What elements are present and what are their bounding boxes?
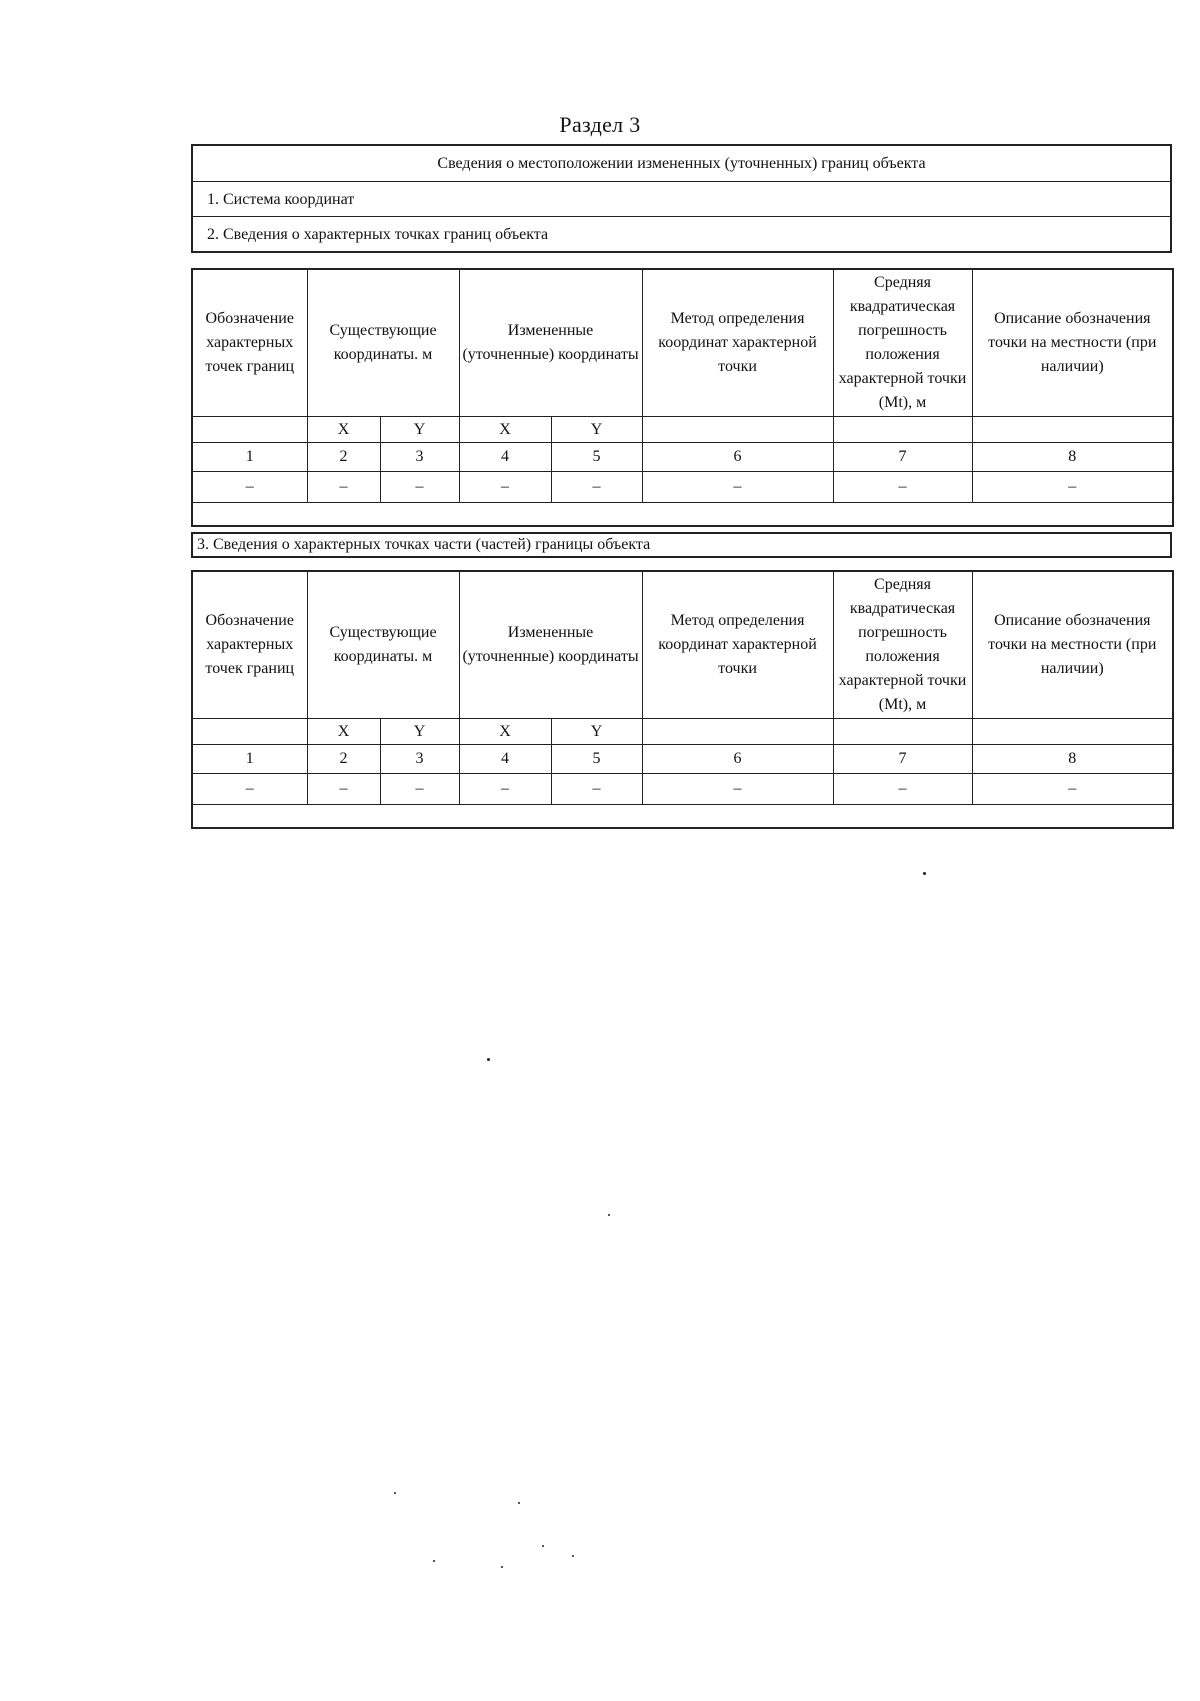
coordinate-system-row: 1. Система координат bbox=[193, 181, 1170, 216]
dash-cell: – bbox=[551, 774, 642, 805]
dash-cell: – bbox=[642, 472, 833, 503]
column-number: 7 bbox=[833, 745, 972, 774]
column-number: 1 bbox=[192, 745, 307, 774]
column-number: 4 bbox=[459, 745, 551, 774]
dash-cell: – bbox=[459, 472, 551, 503]
col-existing-coords-header: Существующие координаты. м bbox=[307, 269, 459, 417]
column-number: 3 bbox=[380, 745, 459, 774]
scan-speck bbox=[433, 1560, 435, 1562]
column-number: 8 bbox=[972, 745, 1173, 774]
table-header-row bbox=[192, 571, 1173, 719]
table-cell bbox=[642, 417, 833, 443]
table-cell bbox=[972, 719, 1173, 745]
column-number: 5 bbox=[551, 443, 642, 472]
col-x-label: X bbox=[307, 417, 380, 443]
col-x-label: X bbox=[459, 719, 551, 745]
col-description-header: Описание обозначения точки на местности (при наличии) bbox=[972, 269, 1173, 417]
table-cell bbox=[192, 417, 307, 443]
dash-cell: – bbox=[459, 774, 551, 805]
dash-cell: – bbox=[307, 472, 380, 503]
column-number: 1 bbox=[192, 443, 307, 472]
col-y-label: Y bbox=[380, 417, 459, 443]
column-number-row bbox=[192, 745, 1173, 774]
table-cell bbox=[833, 417, 972, 443]
table-cell bbox=[192, 719, 307, 745]
col-point-label-header: Обозначение характерных точек границ bbox=[192, 571, 307, 719]
table-cell bbox=[972, 417, 1173, 443]
col-changed-coords-header: Измененные (уточненные) координаты bbox=[459, 269, 642, 417]
col-y-label: Y bbox=[380, 719, 459, 745]
dash-cell: – bbox=[192, 472, 307, 503]
table-cell bbox=[192, 805, 1173, 829]
dash-cell: – bbox=[642, 774, 833, 805]
col-point-label-header: Обозначение характерных точек границ bbox=[192, 269, 307, 417]
table-row bbox=[192, 774, 1173, 805]
col-error-header: Средняя квадратическая погрешность положения характерной точки (Mt), м bbox=[833, 269, 972, 417]
table-header-row bbox=[192, 269, 1173, 417]
table-subheader-row bbox=[192, 417, 1173, 443]
table-row bbox=[192, 472, 1173, 503]
scan-speck bbox=[572, 1555, 574, 1557]
scan-speck bbox=[542, 1545, 544, 1547]
page-title: Раздел 3 bbox=[559, 112, 641, 137]
col-changed-coords-header: Измененные (уточненные) координаты bbox=[459, 571, 642, 719]
dash-cell: – bbox=[833, 774, 972, 805]
dash-cell: – bbox=[972, 472, 1173, 503]
dash-cell: – bbox=[972, 774, 1173, 805]
column-number: 6 bbox=[642, 443, 833, 472]
col-method-header: Метод определения координат характерной точки bbox=[642, 269, 833, 417]
table-cell bbox=[833, 719, 972, 745]
column-number: 3 bbox=[380, 443, 459, 472]
col-method-header: Метод определения координат характерной точки bbox=[642, 571, 833, 719]
column-number: 8 bbox=[972, 443, 1173, 472]
dash-cell: – bbox=[192, 774, 307, 805]
empty-row bbox=[192, 805, 1173, 829]
dash-cell: – bbox=[833, 472, 972, 503]
scan-speck bbox=[487, 1058, 490, 1061]
col-x-label: X bbox=[459, 417, 551, 443]
col-existing-coords-header: Существующие координаты. м bbox=[307, 571, 459, 719]
table-subheader-row bbox=[192, 719, 1173, 745]
col-x-label: X bbox=[307, 719, 380, 745]
scan-speck bbox=[394, 1492, 396, 1494]
col-y-label: Y bbox=[551, 719, 642, 745]
dash-cell: – bbox=[380, 472, 459, 503]
dash-cell: – bbox=[380, 774, 459, 805]
column-number: 7 bbox=[833, 443, 972, 472]
table-cell bbox=[642, 719, 833, 745]
column-number: 5 bbox=[551, 745, 642, 774]
part-boundary-points-table bbox=[191, 570, 1174, 829]
section-header-block bbox=[191, 144, 1172, 253]
empty-row bbox=[192, 503, 1173, 527]
scan-speck bbox=[608, 1214, 610, 1216]
column-number: 2 bbox=[307, 443, 380, 472]
scan-speck bbox=[923, 872, 926, 875]
dash-cell: – bbox=[307, 774, 380, 805]
scan-speck bbox=[501, 1566, 503, 1568]
column-number: 2 bbox=[307, 745, 380, 774]
boundary-points-row: 2. Сведения о характерных точках границ объекта bbox=[193, 216, 1170, 251]
section3-title: 3. Сведения о характерных точках части (частей) границы объекта bbox=[191, 532, 1172, 558]
column-number: 6 bbox=[642, 745, 833, 774]
column-number-row bbox=[192, 443, 1173, 472]
section-header-title: Сведения о местоположении измененных (уточненных) границ объекта bbox=[437, 155, 926, 172]
col-description-header: Описание обозначения точки на местности (при наличии) bbox=[972, 571, 1173, 719]
boundary-points-table bbox=[191, 268, 1174, 527]
table-cell bbox=[192, 503, 1173, 527]
col-y-label: Y bbox=[551, 417, 642, 443]
dash-cell: – bbox=[551, 472, 642, 503]
column-number: 4 bbox=[459, 443, 551, 472]
scan-speck bbox=[518, 1502, 520, 1504]
col-error-header: Средняя квадратическая погрешность положения характерной точки (Mt), м bbox=[833, 571, 972, 719]
